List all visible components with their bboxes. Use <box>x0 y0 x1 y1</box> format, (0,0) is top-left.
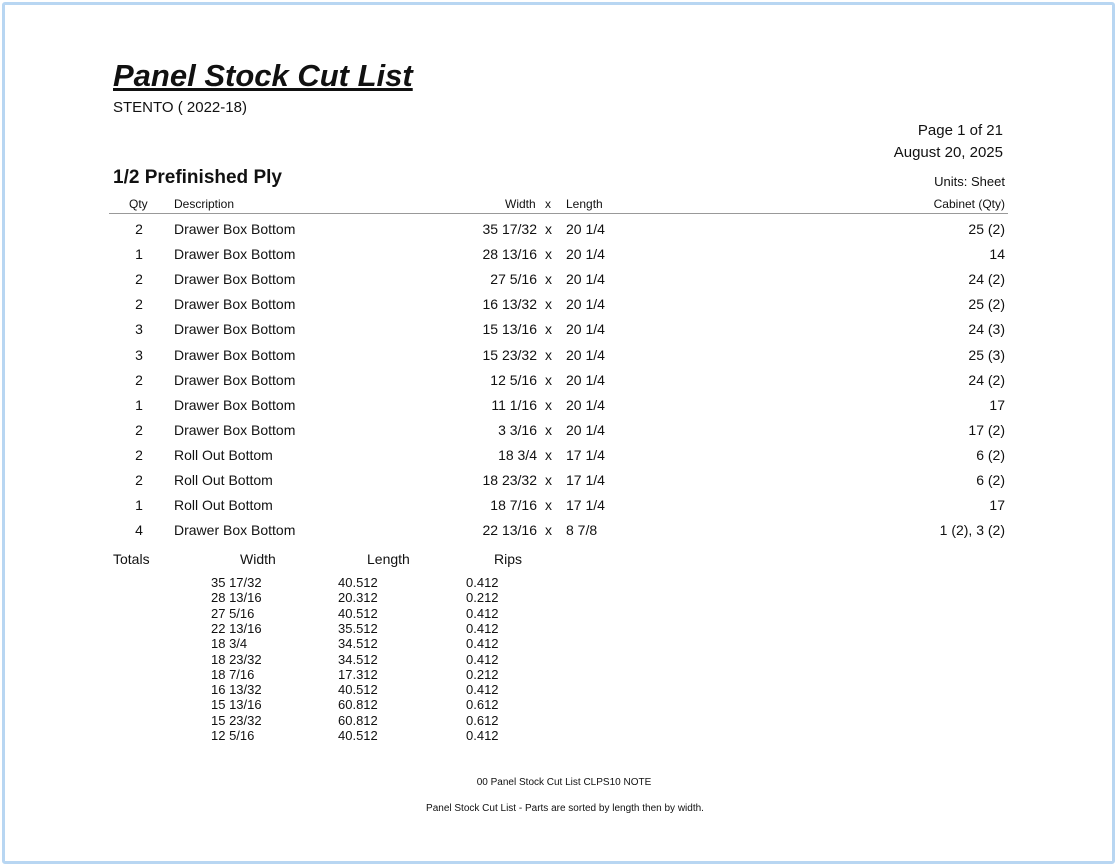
row-length: 20 1/4 <box>566 246 605 263</box>
col-header-length: Length <box>566 197 603 211</box>
row-cabinet: 17 <box>989 497 1005 514</box>
totals-length: 34.512 <box>338 636 378 652</box>
totals-length: 40.512 <box>338 605 378 621</box>
totals-rips: 0.212 <box>466 590 499 606</box>
row-cabinet: 6 (2) <box>976 446 1005 463</box>
report-title: Panel Stock Cut List <box>113 58 413 93</box>
row-width: 18 23/32 <box>482 472 537 488</box>
totals-rips: 0.212 <box>466 666 499 682</box>
row-description: Roll Out Bottom <box>174 446 273 463</box>
totals-width: 22 13/16 <box>211 620 262 636</box>
totals-rips: 0.412 <box>466 575 499 590</box>
row-x: x <box>545 296 552 313</box>
table-row <box>0 497 1115 522</box>
totals-width: 27 5/16 <box>211 605 255 621</box>
header-divider <box>109 213 1008 214</box>
row-qty: 2 <box>135 472 143 488</box>
totals-width: 15 23/32 <box>211 712 262 728</box>
totals-width: 35 17/32 <box>211 575 262 590</box>
table-row <box>0 221 1115 246</box>
totals-header-rips: Rips <box>494 551 523 567</box>
totals-length: 60.812 <box>338 697 378 713</box>
row-qty: 2 <box>135 446 143 463</box>
row-qty: 1 <box>135 246 143 263</box>
totals-width: 15 13/16 <box>211 697 262 713</box>
totals-rips: 0.612 <box>466 697 499 713</box>
totals-rips: 0.412 <box>466 682 499 698</box>
row-width: 35 17/32 <box>482 221 537 237</box>
row-length: 20 1/4 <box>566 346 605 363</box>
row-cabinet: 25 (2) <box>968 221 1005 237</box>
totals-length: 60.812 <box>338 712 378 728</box>
totals-width: 18 7/16 <box>211 666 255 682</box>
row-width: 3 3/16 <box>498 421 537 438</box>
row-width: 18 3/4 <box>498 446 537 463</box>
totals-width: 18 23/32 <box>211 651 262 667</box>
row-x: x <box>545 396 552 413</box>
row-width: 18 7/16 <box>490 497 537 514</box>
row-width: 22 13/16 <box>482 522 537 539</box>
totals-length: 35.512 <box>338 620 378 636</box>
row-description: Drawer Box Bottom <box>174 321 296 338</box>
row-length: 17 1/4 <box>566 497 605 514</box>
totals-rips: 0.412 <box>466 636 499 652</box>
totals-length: 20.312 <box>338 590 378 606</box>
row-width: 16 13/32 <box>482 296 537 313</box>
row-width: 27 5/16 <box>490 271 537 288</box>
row-x: x <box>545 321 552 338</box>
totals-width: 28 13/16 <box>211 590 262 606</box>
row-x: x <box>545 346 552 363</box>
totals-header-width: Width <box>240 551 276 567</box>
totals-row <box>0 713 700 728</box>
report-date: August 20, 2025 <box>893 144 1003 161</box>
row-width: 15 23/32 <box>482 346 537 363</box>
row-cabinet: 25 (2) <box>968 296 1005 313</box>
totals-row <box>0 728 700 743</box>
row-length: 17 1/4 <box>566 446 605 463</box>
row-cabinet: 17 <box>989 396 1005 413</box>
totals-row <box>0 667 700 682</box>
row-description: Drawer Box Bottom <box>174 421 296 438</box>
totals-length: 40.512 <box>338 575 378 590</box>
row-width: 15 13/16 <box>482 321 537 338</box>
table-row <box>0 447 1115 472</box>
col-header-width: Width <box>505 197 536 211</box>
totals-width: 18 3/4 <box>211 636 248 652</box>
row-qty: 2 <box>135 221 143 237</box>
row-cabinet: 1 (2), 3 (2) <box>939 522 1005 539</box>
units-label: Units: Sheet <box>934 174 1005 189</box>
row-cabinet: 24 (3) <box>968 321 1005 338</box>
row-cabinet: 24 (2) <box>968 371 1005 388</box>
row-description: Drawer Box Bottom <box>174 246 296 263</box>
row-x: x <box>545 446 552 463</box>
page-number: Page 1 of 21 <box>917 122 1003 139</box>
table-row <box>0 397 1115 422</box>
table-row <box>0 472 1115 497</box>
totals-length: 34.512 <box>338 651 378 667</box>
row-qty: 2 <box>135 271 143 288</box>
row-width: 12 5/16 <box>490 371 537 388</box>
table-row <box>0 522 1115 547</box>
row-length: 20 1/4 <box>566 221 605 237</box>
row-description: Drawer Box Bottom <box>174 221 296 237</box>
totals-row <box>0 606 700 621</box>
totals-row <box>0 697 700 712</box>
row-cabinet: 14 <box>989 246 1005 263</box>
row-x: x <box>545 472 552 488</box>
table-row <box>0 372 1115 397</box>
row-qty: 2 <box>135 296 143 313</box>
row-description: Drawer Box Bottom <box>174 522 296 539</box>
totals-row <box>0 682 700 697</box>
row-length: 20 1/4 <box>566 421 605 438</box>
row-qty: 2 <box>135 421 143 438</box>
table-row <box>0 246 1115 271</box>
totals-row <box>0 575 700 590</box>
table-row <box>0 347 1115 372</box>
row-description: Roll Out Bottom <box>174 472 273 488</box>
row-x: x <box>545 271 552 288</box>
row-length: 20 1/4 <box>566 296 605 313</box>
row-length: 17 1/4 <box>566 472 605 488</box>
row-description: Drawer Box Bottom <box>174 346 296 363</box>
row-qty: 3 <box>135 346 143 363</box>
row-cabinet: 17 (2) <box>968 421 1005 438</box>
row-qty: 1 <box>135 497 143 514</box>
row-description: Drawer Box Bottom <box>174 396 296 413</box>
row-qty: 4 <box>135 522 143 539</box>
row-x: x <box>545 522 552 539</box>
row-length: 8 7/8 <box>566 522 598 539</box>
report-note: 00 Panel Stock Cut List CLPS10 NOTE <box>476 777 652 788</box>
totals-width: 12 5/16 <box>211 728 255 743</box>
page-info <box>894 120 1003 164</box>
row-x: x <box>545 421 552 438</box>
col-header-x: x <box>545 197 551 211</box>
row-description: Drawer Box Bottom <box>174 296 296 313</box>
row-description: Drawer Box Bottom <box>174 271 296 288</box>
row-x: x <box>545 497 552 514</box>
material-title: 1/2 Prefinished Ply <box>113 167 282 188</box>
row-cabinet: 6 (2) <box>976 472 1005 488</box>
row-x: x <box>545 246 552 263</box>
totals-row <box>0 636 700 651</box>
row-qty: 1 <box>135 396 143 413</box>
row-qty: 3 <box>135 321 143 338</box>
row-width: 11 1/16 <box>491 396 537 413</box>
row-length: 20 1/4 <box>566 271 605 288</box>
row-description: Drawer Box Bottom <box>174 371 296 388</box>
totals-rips: 0.412 <box>466 651 499 667</box>
totals-rips: 0.412 <box>466 728 499 743</box>
totals-length: 40.512 <box>338 682 378 698</box>
table-row <box>0 321 1115 346</box>
totals-rips: 0.612 <box>466 712 499 728</box>
report-footer: Panel Stock Cut List - Parts are sorted by length then by width. <box>426 803 704 814</box>
row-length: 20 1/4 <box>566 396 605 413</box>
totals-rips: 0.412 <box>466 605 499 621</box>
totals-length: 17.312 <box>338 666 378 682</box>
row-cabinet: 24 (2) <box>968 271 1005 288</box>
col-header-cabinet: Cabinet (Qty) <box>933 197 1005 211</box>
col-header-qty: Qty <box>129 197 148 211</box>
row-x: x <box>545 221 552 237</box>
row-qty: 2 <box>135 371 143 388</box>
row-description: Roll Out Bottom <box>174 497 273 514</box>
table-row <box>0 296 1115 321</box>
row-cabinet: 25 (3) <box>968 346 1005 363</box>
totals-row <box>0 652 700 667</box>
row-length: 20 1/4 <box>566 321 605 338</box>
totals-length: 40.512 <box>338 728 378 743</box>
col-header-description: Description <box>174 197 235 211</box>
row-width: 28 13/16 <box>482 246 537 263</box>
row-length: 20 1/4 <box>566 371 605 388</box>
totals-row <box>0 621 700 636</box>
totals-width: 16 13/32 <box>211 682 262 698</box>
row-x: x <box>545 371 552 388</box>
table-row <box>0 422 1115 447</box>
totals-header-length: Length <box>367 551 410 567</box>
totals-rips: 0.412 <box>466 620 499 636</box>
totals-row <box>0 590 700 605</box>
job-name: STENTO ( 2022-18) <box>113 99 247 116</box>
table-row <box>0 271 1115 296</box>
totals-label: Totals <box>113 551 150 567</box>
